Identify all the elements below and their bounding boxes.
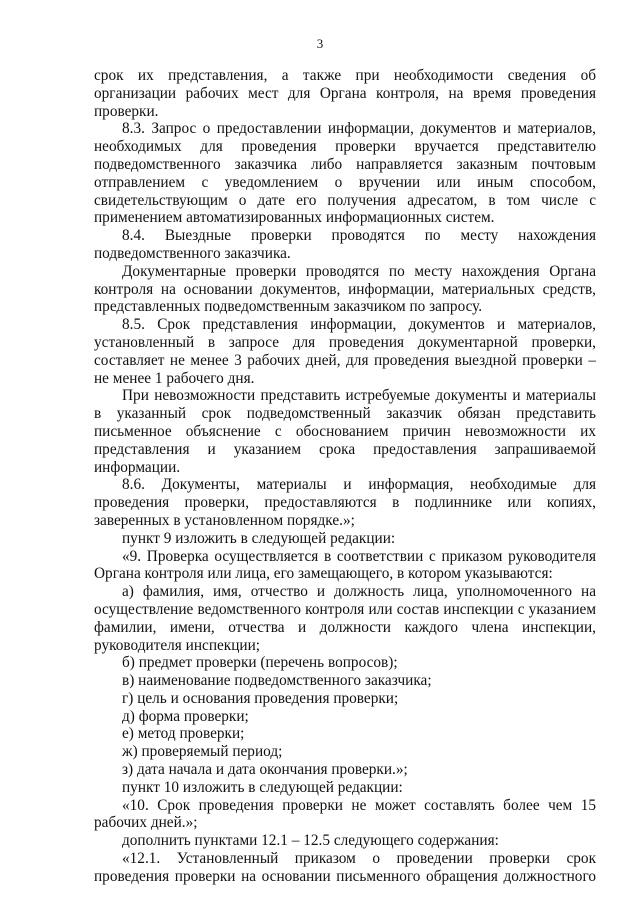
paragraph: срок их представления, а также при необходимости сведения об организации рабочих мест для Органа контроля, на время проведения проверки. (94, 67, 596, 120)
paragraph: дополнить пунктами 12.1 – 12.5 следующего содержания: (122, 832, 499, 850)
paragraph: 8.6. Документы, материалы и информация, необходимые для проведения проверки, предоставляются в подлиннике или копиях, заверенных в установленном порядке.»; (94, 476, 596, 529)
paragraph: а) фамилия, имя, отчество и должность лица, уполномоченного на осуществление ведомственного контроля или состав инспекции с указанием фамилии, имени, отчества и должности каждого члена инспекции, руководителя инспекции; (94, 583, 596, 654)
paragraph: з) дата начала и дата окончания проверки.»; (122, 761, 408, 779)
paragraph: б) предмет проверки (перечень вопросов); (122, 654, 398, 672)
paragraph: Документарные проверки проводятся по месту нахождения Органа контроля на основании документов, информации, материальных средств, представленных подведомственным заказчиком по запросу. (94, 262, 596, 316)
paragraph: «10. Срок проведения проверки не может составлять более чем 15 рабочих дней.»; (94, 796, 596, 832)
document-body (94, 67, 596, 886)
paragraph: 8.5. Срок представления информации, документов и материалов, установленный в запросе для проведения документарной проверки, составляет не менее 3 рабочих дней, для проведения выездной проверки – не менее 1 рабочего дня. (94, 316, 596, 387)
paragraph: д) форма проверки; (122, 707, 249, 725)
paragraph: 8.3. Запрос о предоставлении информации, документов и материалов, необходимых для проведения проверки вручается представителю подведомственного заказчика либо направляется заказным почтовым отправлением с уведомлением о вручении или иным способом, свидетельствующим о дате его получения адресатом, в том числе с применением автоматизированных информационных систем. (94, 120, 596, 227)
paragraph: При невозможности представить истребуемые документы и материалы в указанный срок подведомственный заказчик обязан представить письменное объяснение с обоснованием причин невозможности их представления и указанием срока предоставления запрашиваемой информации. (94, 387, 596, 476)
paragraph: пункт 10 изложить в следующей редакции: (122, 778, 403, 796)
paragraph: в) наименование подведомственного заказчика; (122, 672, 432, 690)
paragraph: ж) проверяемый период; (122, 743, 283, 761)
paragraph: «9. Проверка осуществляется в соответствии с приказом руководителя Органа контроля или лица, его замещающего, в котором указываются: (94, 547, 596, 583)
paragraph: г) цель и основания проведения проверки; (122, 689, 399, 707)
page-number: 3 (316, 36, 324, 51)
paragraph: пункт 9 изложить в следующей редакции: (122, 529, 396, 547)
paragraph: е) метод проверки; (122, 725, 245, 743)
paragraph: 8.4. Выездные проверки проводятся по месту нахождения подведомственного заказчика. (94, 227, 596, 262)
paragraph: «12.1. Установленный приказом о проведении проверки срок проведения проверки на основании письменного обращения должностного (94, 850, 596, 885)
